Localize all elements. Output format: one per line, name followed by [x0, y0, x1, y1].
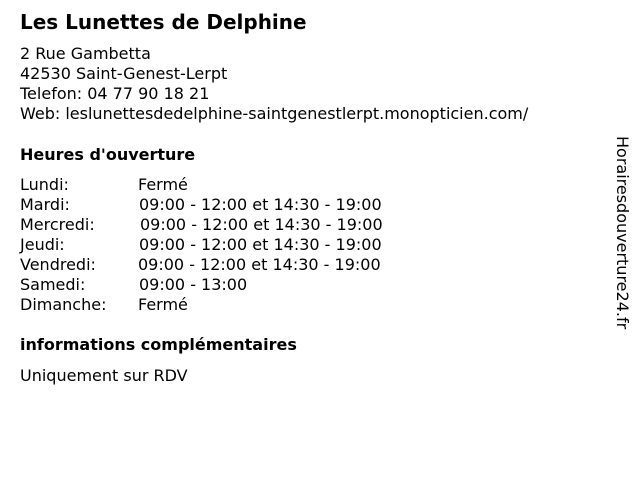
- day-hours: 09:00 - 12:00 et 14:30 - 19:00: [139, 195, 382, 214]
- city-address: 42530 Saint-Genest-Lerpt: [20, 64, 228, 83]
- day-label: Jeudi:: [20, 235, 65, 254]
- day-hours: Fermé: [138, 175, 188, 194]
- day-hours: 09:00 - 12:00 et 14:30 - 19:00: [140, 215, 383, 234]
- day-label: Vendredi:: [20, 255, 96, 274]
- day-hours: 09:00 - 12:00 et 14:30 - 19:00: [139, 235, 382, 254]
- day-label: Lundi:: [20, 175, 69, 194]
- day-hours: 09:00 - 13:00: [139, 275, 248, 294]
- day-label: Mardi:: [20, 195, 70, 214]
- day-label: Mercredi:: [20, 215, 95, 234]
- website-link[interactable]: Web: leslunettesdedelphine-saintgenestlerpt.monopticien.com/: [20, 104, 529, 123]
- side-brand-watermark: [612, 136, 632, 372]
- phone-number: Telefon: 04 77 90 18 21: [20, 84, 210, 103]
- address-block: [20, 44, 528, 124]
- side-brand-text: Horairesdouverture24.fr: [613, 136, 632, 330]
- page-title: Les Lunettes de Delphine: [20, 10, 307, 34]
- day-label: Dimanche:: [20, 295, 107, 314]
- day-label: Samedi:: [20, 275, 86, 294]
- street-address: 2 Rue Gambetta: [20, 44, 151, 63]
- day-hours: 09:00 - 12:00 et 14:30 - 19:00: [138, 255, 381, 274]
- additional-info-heading: informations complémentaires: [20, 335, 297, 354]
- day-hours: Fermé: [138, 295, 188, 314]
- opening-hours-heading: Heures d'ouverture: [20, 145, 196, 164]
- additional-info-text: Uniquement sur RDV: [20, 366, 188, 385]
